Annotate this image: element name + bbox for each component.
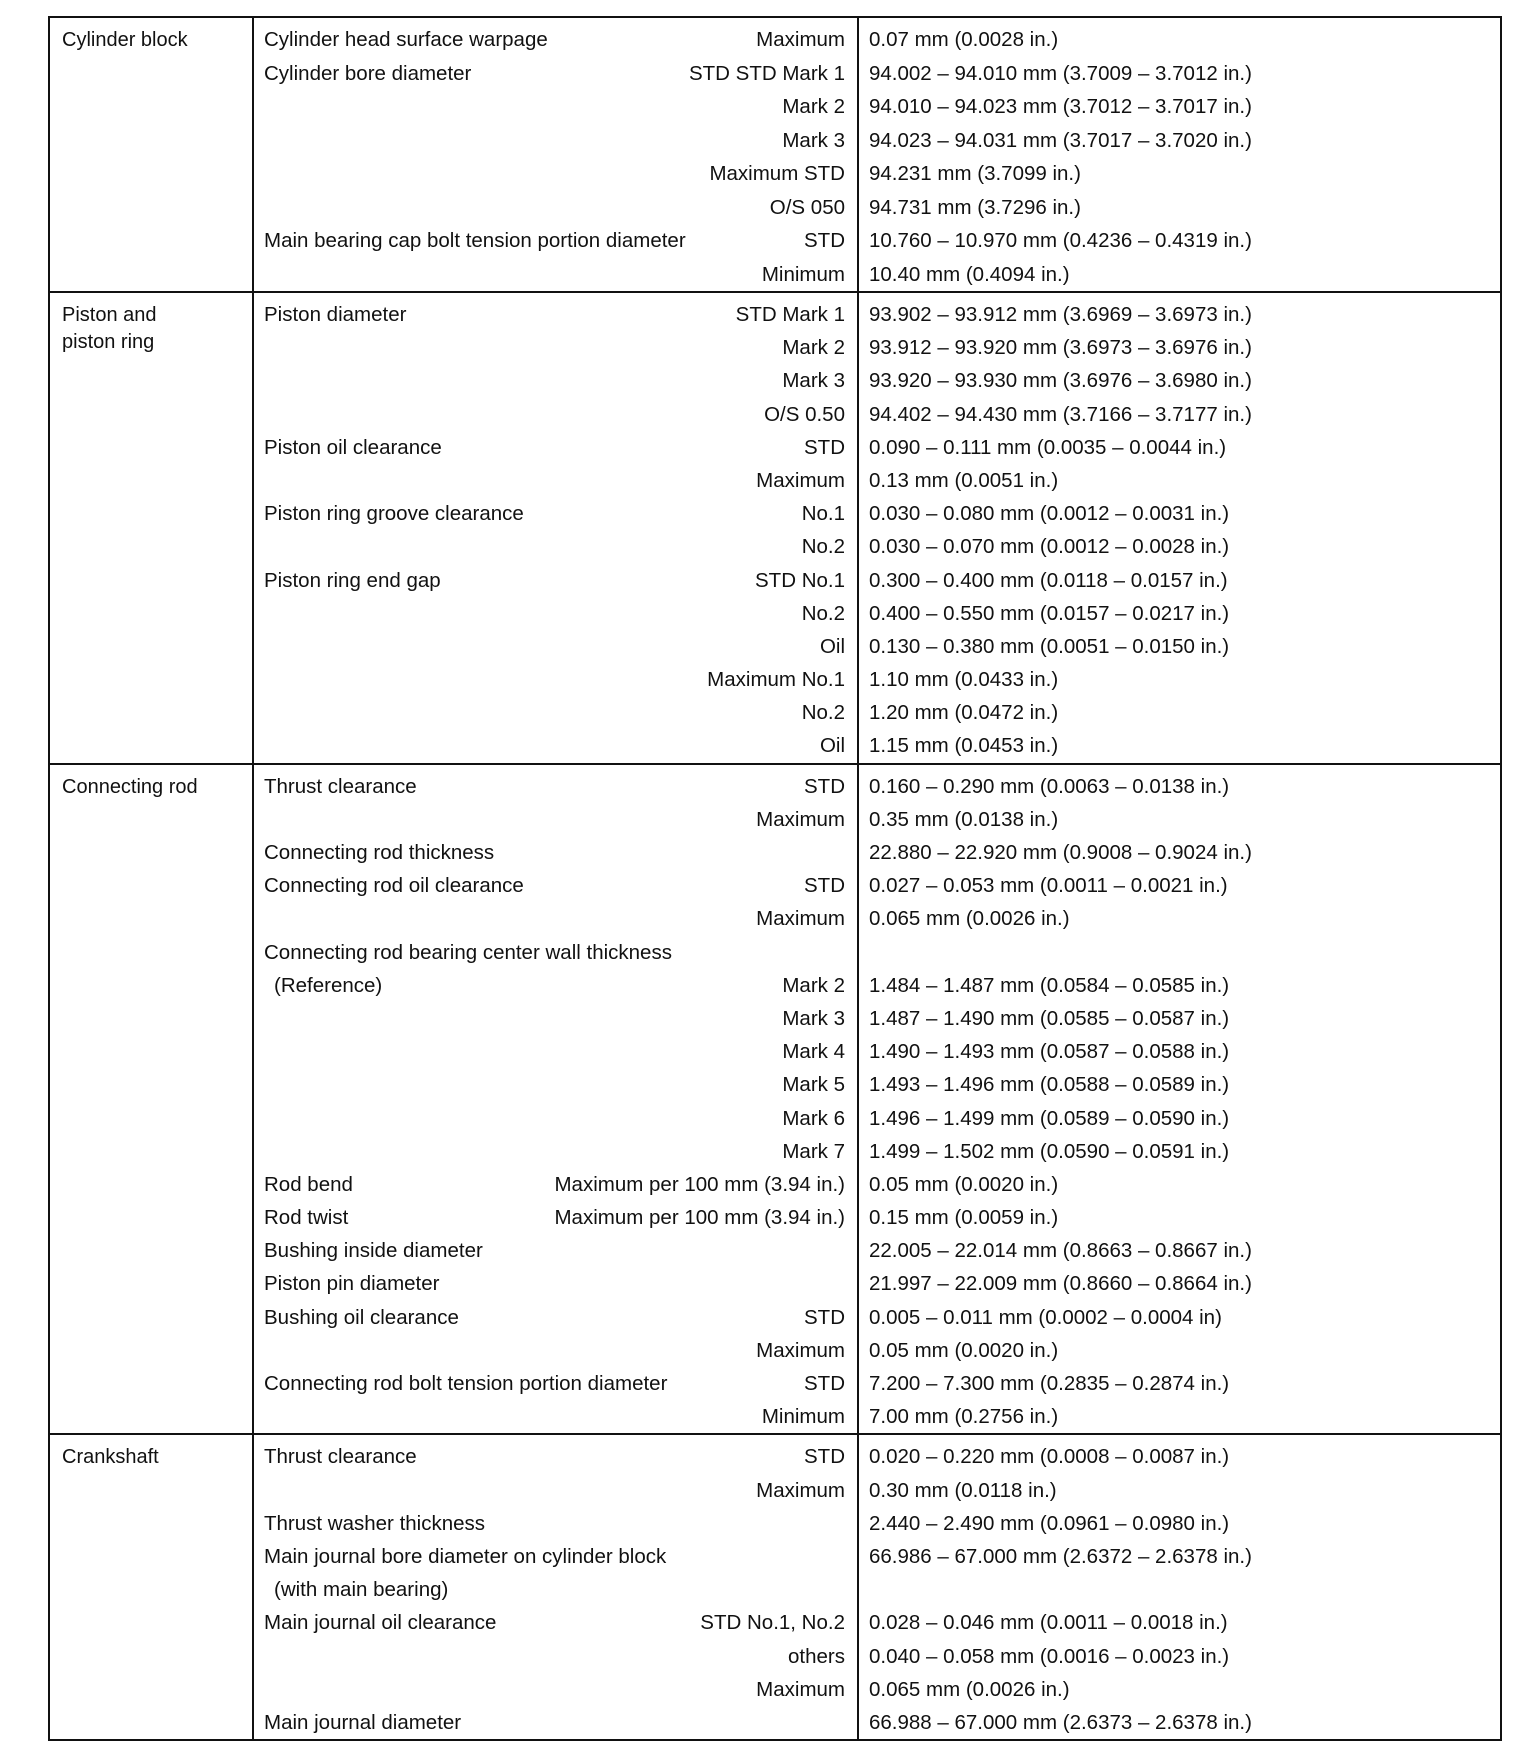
section-name-cell	[49, 292, 253, 764]
section-name	[50, 1435, 252, 1471]
spec-condition-label: Maximum	[756, 1677, 845, 1701]
spec-condition-label: STD	[804, 229, 845, 252]
spec-value: 22.880 – 22.920 mm (0.9008 – 0.9024 in.)	[869, 841, 1252, 864]
spec-item-label: Piston pin diameter	[264, 1272, 440, 1296]
spec-row	[254, 663, 857, 696]
spec-condition-label: No.2	[801, 701, 845, 725]
spec-value: 0.027 – 0.053 mm (0.0011 – 0.0021 in.)	[869, 874, 1228, 898]
spec-row	[254, 1168, 857, 1201]
spec-item-label: Connecting rod bolt tension portion diameter	[264, 1372, 668, 1395]
spec-condition-label: Mark 3	[782, 1006, 845, 1030]
spec-row	[254, 1507, 857, 1540]
spec-value: 94.010 – 94.023 mm (3.7012 – 3.7017 in.)	[869, 95, 1252, 118]
spec-value: 0.030 – 0.070 mm (0.0012 – 0.0028 in.)	[869, 535, 1230, 559]
spec-value: 0.028 – 0.046 mm (0.0011 – 0.0018 in.)	[869, 1611, 1228, 1635]
spec-condition-label: STD	[804, 774, 845, 798]
spec-value: 66.988 – 67.000 mm (2.6373 – 2.6378 in.)	[869, 1710, 1252, 1734]
spec-value	[859, 1573, 1500, 1606]
spec-value: 1.487 – 1.490 mm (0.0585 – 0.0587 in.)	[869, 1006, 1230, 1030]
spec-condition-label: Mark 2	[782, 973, 845, 997]
spec-item-label: Main bearing cap bolt tension portion diameter	[264, 229, 686, 252]
spec-item-label: Cylinder bore diameter	[264, 61, 472, 85]
spec-condition-label: STD	[804, 1445, 845, 1469]
item-condition-cell	[253, 764, 858, 1435]
spec-item-label: Piston ring groove clearance	[264, 502, 524, 526]
section-name-line: Piston and	[62, 304, 157, 326]
spec-value: 1.15 mm (0.0453 in.)	[869, 734, 1059, 758]
spec-row	[254, 90, 857, 124]
spec-condition-label: Maximum	[756, 807, 845, 831]
spec-condition-label: STD	[804, 1372, 845, 1395]
spec-condition-label: Maximum	[756, 468, 845, 492]
spec-value: 94.402 – 94.430 mm (3.7166 – 3.7177 in.)	[869, 402, 1252, 426]
spec-value: 0.065 mm (0.0026 in.)	[869, 1677, 1070, 1701]
spec-value: 94.002 – 94.010 mm (3.7009 – 3.7012 in.)	[869, 61, 1252, 85]
spec-row	[254, 770, 857, 803]
spec-condition-label: Mark 5	[782, 1073, 845, 1097]
section-name-line: piston ring	[62, 331, 155, 353]
spec-condition-label: Maximum STD	[709, 162, 845, 185]
specification-value-cell	[858, 17, 1501, 292]
spec-condition-label: STD	[804, 435, 845, 459]
spec-condition-label: Mark 2	[782, 336, 845, 360]
spec-condition-label: Mark 4	[782, 1040, 845, 1064]
spec-row	[254, 1606, 857, 1639]
spec-value: 2.440 – 2.490 mm (0.0961 – 0.0980 in.)	[869, 1511, 1230, 1535]
spec-condition-label: Mark 6	[782, 1106, 845, 1130]
spec-condition-label: Maximum	[756, 1478, 845, 1502]
spec-value: 94.731 mm (3.7296 in.)	[869, 195, 1081, 219]
spec-row	[254, 597, 857, 630]
spec-condition-label: Minimum	[761, 1405, 845, 1429]
spec-condition-label: STD Mark 1	[735, 303, 845, 326]
spec-row	[254, 464, 857, 497]
spec-condition-label: Maximum No.1	[707, 668, 845, 692]
spec-condition-label: O/S 0.50	[764, 402, 845, 426]
spec-value: 10.40 mm (0.4094 in.)	[869, 262, 1070, 286]
spec-condition-label: No.1	[801, 502, 845, 526]
spec-value: 1.20 mm (0.0472 in.)	[869, 701, 1059, 725]
spec-condition-label: Maximum	[756, 28, 845, 51]
spec-row	[254, 803, 857, 836]
spec-row	[254, 1035, 857, 1068]
spec-value: 0.090 – 0.111 mm (0.0035 – 0.0044 in.)	[869, 435, 1227, 459]
spec-item-label: (with main bearing)	[274, 1578, 449, 1602]
item-condition-cell	[253, 1434, 858, 1740]
spec-value: 0.065 mm (0.0026 in.)	[869, 907, 1070, 931]
spec-row	[254, 191, 857, 225]
spec-row	[254, 497, 857, 530]
spec-row	[254, 1002, 857, 1035]
spec-condition-label: Maximum per 100 mm (3.94 in.)	[554, 1172, 845, 1196]
spec-row	[254, 57, 857, 91]
spec-condition-label: No.2	[801, 535, 845, 559]
spec-condition-label: others	[788, 1644, 845, 1668]
spec-value: 94.231 mm (3.7099 in.)	[869, 162, 1081, 185]
section-name	[50, 293, 252, 356]
spec-condition-label: Maximum	[756, 907, 845, 931]
item-condition-cell	[253, 17, 858, 292]
spec-value: 93.902 – 93.912 mm (3.6969 – 3.6973 in.)	[869, 303, 1252, 326]
spec-value: 0.005 – 0.011 mm (0.0002 – 0.0004 in)	[869, 1305, 1222, 1329]
section-row-piston-and-piston-ring	[49, 292, 1501, 764]
spec-item-label: Connecting rod oil clearance	[264, 874, 524, 898]
spec-condition-label: STD STD Mark 1	[688, 61, 845, 85]
spec-row	[254, 1135, 857, 1168]
spec-row	[254, 298, 857, 331]
spec-row	[254, 1540, 857, 1573]
spec-item-label: Connecting rod thickness	[264, 841, 495, 864]
spec-condition-label: Oil	[819, 634, 845, 658]
section-name-cell	[49, 1434, 253, 1740]
spec-row	[254, 124, 857, 158]
spec-row	[254, 398, 857, 431]
spec-row	[254, 1706, 857, 1739]
spec-item-label: Piston oil clearance	[264, 435, 442, 459]
spec-item-label: Thrust clearance	[264, 1445, 417, 1469]
section-row-cylinder-block	[49, 17, 1501, 292]
spec-row	[254, 1474, 857, 1507]
spec-condition-label: STD	[804, 1305, 845, 1329]
spec-row	[254, 224, 857, 258]
section-name-line: Cylinder block	[62, 29, 188, 51]
section-row-connecting-rod	[49, 764, 1501, 1435]
spec-row	[254, 836, 857, 869]
specification-table-body	[49, 17, 1501, 1740]
spec-item-label: Thrust clearance	[264, 774, 417, 798]
spec-row	[254, 1301, 857, 1334]
spec-row	[254, 431, 857, 464]
specification-value-cell	[858, 764, 1501, 1435]
spec-value: 21.997 – 22.009 mm (0.8660 – 0.8664 in.)	[869, 1272, 1252, 1296]
section-row-crankshaft	[49, 1434, 1501, 1740]
spec-condition-label: STD No.1, No.2	[700, 1611, 845, 1635]
spec-value: 1.496 – 1.499 mm (0.0589 – 0.0590 in.)	[869, 1106, 1230, 1130]
spec-condition-label: Maximum	[756, 1338, 845, 1362]
spec-value: 0.020 – 0.220 mm (0.0008 – 0.0087 in.)	[869, 1445, 1230, 1469]
spec-condition-label: STD No.1	[755, 568, 845, 592]
spec-value: 0.35 mm (0.0138 in.)	[869, 807, 1059, 831]
spec-item-label: Main journal diameter	[264, 1710, 462, 1734]
spec-value	[859, 936, 1500, 969]
spec-value: 93.912 – 93.920 mm (3.6973 – 3.6976 in.)	[869, 336, 1252, 360]
section-name	[50, 18, 252, 54]
spec-value: 0.300 – 0.400 mm (0.0118 – 0.0157 in.)	[869, 568, 1228, 592]
spec-row	[254, 969, 857, 1002]
spec-row	[254, 258, 857, 292]
spec-item-label: Rod twist	[264, 1206, 349, 1230]
spec-item-label: Thrust washer thickness	[264, 1511, 486, 1535]
specification-value-cell	[858, 292, 1501, 764]
spec-row	[254, 1367, 857, 1400]
spec-item-label: Bushing oil clearance	[264, 1305, 459, 1329]
spec-value: 0.400 – 0.550 mm (0.0157 – 0.0217 in.)	[869, 601, 1230, 625]
spec-row	[254, 331, 857, 364]
spec-item-label: Main journal oil clearance	[264, 1611, 497, 1635]
section-name-line: Crankshaft	[62, 1446, 159, 1469]
spec-value: 0.05 mm (0.0020 in.)	[869, 1172, 1059, 1196]
spec-condition-label: Mark 2	[782, 95, 845, 118]
spec-row	[254, 564, 857, 597]
spec-row	[254, 1068, 857, 1101]
spec-row	[254, 1640, 857, 1673]
spec-row	[254, 1102, 857, 1135]
spec-value: 0.040 – 0.058 mm (0.0016 – 0.0023 in.)	[869, 1644, 1230, 1668]
spec-row	[254, 869, 857, 902]
spec-item-label: Cylinder head surface warpage	[264, 28, 548, 51]
spec-row	[254, 364, 857, 397]
spec-value: 0.15 mm (0.0059 in.)	[869, 1206, 1059, 1230]
section-name	[50, 765, 252, 801]
spec-condition-label: Oil	[819, 734, 845, 758]
spec-value: 0.07 mm (0.0028 in.)	[869, 28, 1059, 51]
spec-condition-label: Mark 3	[782, 128, 845, 152]
specification-value-cell	[858, 1434, 1501, 1740]
spec-item-label: (Reference)	[274, 973, 383, 997]
spec-item-label: Main journal bore diameter on cylinder block	[264, 1544, 667, 1568]
spec-value: 1.484 – 1.487 mm (0.0584 – 0.0585 in.)	[869, 973, 1230, 997]
spec-row	[254, 1573, 857, 1606]
spec-value: 1.10 mm (0.0433 in.)	[869, 668, 1059, 692]
spec-value: 0.160 – 0.290 mm (0.0063 – 0.0138 in.)	[869, 774, 1230, 798]
section-name-cell	[49, 17, 253, 292]
spec-value: 0.13 mm (0.0051 in.)	[869, 468, 1059, 492]
spec-row	[254, 1234, 857, 1267]
spec-item-label: Piston ring end gap	[264, 568, 441, 592]
spec-row	[254, 1440, 857, 1473]
spec-condition-label: Mark 3	[782, 369, 845, 393]
spec-value: 22.005 – 22.014 mm (0.8663 – 0.8667 in.)	[869, 1239, 1252, 1263]
spec-value: 1.493 – 1.496 mm (0.0588 – 0.0589 in.)	[869, 1073, 1230, 1097]
spec-row	[254, 1201, 857, 1234]
spec-value: 1.499 – 1.502 mm (0.0590 – 0.0591 in.)	[869, 1139, 1230, 1163]
spec-row	[254, 530, 857, 563]
spec-row	[254, 1334, 857, 1367]
spec-row	[254, 902, 857, 935]
spec-condition-label: Maximum per 100 mm (3.94 in.)	[554, 1206, 845, 1230]
spec-row	[254, 23, 857, 57]
spec-value: 1.490 – 1.493 mm (0.0587 – 0.0588 in.)	[869, 1040, 1230, 1064]
spec-row	[254, 696, 857, 729]
spec-value: 0.30 mm (0.0118 in.)	[869, 1478, 1057, 1502]
spec-row	[254, 1400, 857, 1433]
spec-value: 0.05 mm (0.0020 in.)	[869, 1338, 1059, 1362]
spec-item-label: Bushing inside diameter	[264, 1239, 483, 1263]
spec-row	[254, 157, 857, 191]
spec-row	[254, 936, 857, 969]
spec-item-label: Piston diameter	[264, 303, 407, 326]
spec-row	[254, 729, 857, 762]
spec-value: 66.986 – 67.000 mm (2.6372 – 2.6378 in.)	[869, 1544, 1252, 1568]
spec-condition-label: STD	[804, 874, 845, 898]
spec-row	[254, 1673, 857, 1706]
spec-value: 93.920 – 93.930 mm (3.6976 – 3.6980 in.)	[869, 369, 1252, 393]
spec-value: 0.030 – 0.080 mm (0.0012 – 0.0031 in.)	[869, 502, 1230, 526]
specification-table	[48, 16, 1502, 1741]
spec-item-label: Connecting rod bearing center wall thickness	[264, 940, 672, 964]
spec-value: 7.200 – 7.300 mm (0.2835 – 0.2874 in.)	[869, 1372, 1230, 1395]
spec-value: 7.00 mm (0.2756 in.)	[869, 1405, 1059, 1429]
spec-condition-label: O/S 050	[769, 195, 845, 219]
spec-item-label: Rod bend	[264, 1172, 353, 1196]
spec-row	[254, 1267, 857, 1300]
section-name-line: Connecting rod	[62, 775, 198, 798]
section-name-cell	[49, 764, 253, 1435]
spec-condition-label: No.2	[801, 601, 845, 625]
spec-condition-label: Mark 7	[782, 1139, 845, 1163]
spec-condition-label: Minimum	[761, 262, 845, 286]
spec-value: 10.760 – 10.970 mm (0.4236 – 0.4319 in.)	[869, 229, 1252, 252]
spec-value: 94.023 – 94.031 mm (3.7017 – 3.7020 in.)	[869, 128, 1252, 152]
item-condition-cell	[253, 292, 858, 764]
spec-row	[254, 630, 857, 663]
spec-value: 0.130 – 0.380 mm (0.0051 – 0.0150 in.)	[869, 634, 1230, 658]
